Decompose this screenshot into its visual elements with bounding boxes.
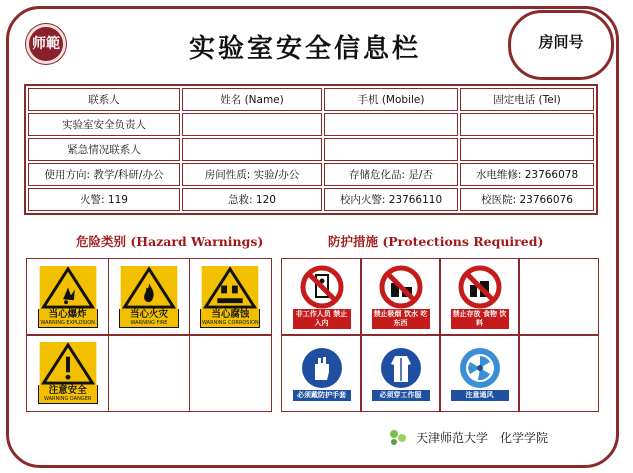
protection-cell [360, 334, 441, 412]
protection-section-title: 防护措施 (Protections Required) [328, 234, 544, 249]
table-cell: 校医院: 23766076 [460, 188, 594, 211]
table-cell: 水电维修: 23766078 [460, 163, 594, 186]
table-cell: 实验室安全负责人 [28, 113, 180, 136]
logo-text: 师範 [32, 36, 60, 52]
table-row [28, 188, 594, 211]
info-table [24, 84, 598, 215]
hazard-grid [26, 258, 272, 412]
table-cell: 火警: 119 [28, 188, 180, 211]
general-danger-icon [39, 342, 97, 385]
hazard-sign [201, 266, 259, 328]
hazard-sign [39, 266, 97, 328]
table-row [28, 163, 594, 186]
room-number-badge [508, 10, 614, 80]
explosion-warning-icon [39, 266, 97, 309]
room-label: 房间号 [538, 33, 584, 51]
protection-cell [360, 258, 441, 336]
hazard-section-title: 危险类别 (Hazard Warnings) [76, 234, 264, 249]
hazard-cell [26, 258, 109, 336]
empty-cell [518, 334, 599, 412]
protection-sign [450, 346, 510, 401]
protection-caption: 禁止存放 食物 饮料 [451, 309, 509, 329]
hazard-label-en: WARNING DANGER [43, 396, 92, 402]
table-cell: 存储危化品: 是/否 [324, 163, 458, 186]
hazard-label-en: WARNING EXPLOSION [40, 320, 95, 326]
protection-sign [450, 265, 510, 329]
hazard-label: 当心火灾 [129, 309, 168, 320]
table-row [28, 88, 594, 111]
fire-warning-icon [120, 266, 178, 309]
page-title: 实验室安全信息栏 [188, 34, 421, 64]
protection-caption: 非工作人员 禁止入内 [293, 309, 351, 329]
protection-sign [371, 265, 431, 329]
protection-caption: 必须穿工作服 [372, 390, 430, 401]
hazard-label-en: WARNING FIRE [130, 320, 168, 326]
hazard-caption [200, 309, 260, 328]
university-name: 天津师范大学 [416, 430, 489, 445]
table-row [28, 138, 594, 161]
table-cell: 手机 (Mobile) [324, 88, 458, 111]
table-cell [182, 113, 322, 136]
protection-sign [371, 346, 431, 401]
hazard-sign [120, 266, 178, 328]
protection-caption: 注意通风 [451, 390, 509, 401]
lab-coat-icon [377, 346, 425, 390]
hazard-label: 注意安全 [48, 385, 87, 396]
hazard-label: 当心腐蚀 [211, 309, 250, 320]
hazard-sign [39, 342, 97, 404]
table-cell: 固定电话 (Tel) [460, 88, 594, 111]
hazard-label-en: WARNING CORROSION [202, 320, 259, 326]
empty-cell [518, 258, 599, 336]
no-food-drink-icon [377, 265, 425, 309]
table-row [28, 113, 594, 136]
corrosion-warning-icon [201, 266, 259, 309]
table-cell: 房间性质: 实验/办公 [182, 163, 322, 186]
protection-caption: 必须戴防护手套 [293, 390, 351, 401]
protection-cell [281, 258, 362, 336]
table-cell: 姓名 (Name) [182, 88, 322, 111]
no-entry-icon [298, 265, 346, 309]
table-cell: 联系人 [28, 88, 180, 111]
table-cell: 急救: 120 [182, 188, 322, 211]
table-cell: 紧急情况联系人 [28, 138, 180, 161]
no-food-storage-icon [456, 265, 504, 309]
hazard-cell [189, 258, 272, 336]
table-cell: 校内火警: 23766110 [324, 188, 458, 211]
table-cell: 使用方向: 教学/科研/办公 [28, 163, 180, 186]
hazard-caption [38, 309, 98, 328]
college-name: 化学学院 [500, 430, 549, 445]
hazard-caption [119, 309, 179, 328]
protection-cell [281, 334, 362, 412]
protection-cell [439, 258, 520, 336]
table-cell [182, 138, 322, 161]
table-cell [324, 138, 458, 161]
empty-cell [108, 334, 191, 412]
protection-grid [281, 258, 599, 412]
table-cell [460, 138, 594, 161]
protection-caption: 禁止吸烟 饮水 吃东西 [372, 309, 430, 329]
university-logo [26, 24, 66, 64]
protection-sign [292, 265, 352, 329]
hazard-cell [108, 258, 191, 336]
gloves-icon [298, 346, 346, 390]
empty-cell [189, 334, 272, 412]
hazard-cell [26, 334, 109, 412]
table-cell [460, 113, 594, 136]
hazard-caption [38, 385, 98, 404]
hazard-label: 当心爆炸 [48, 309, 87, 320]
ventilation-icon [456, 346, 504, 390]
protection-cell [439, 334, 520, 412]
table-cell [324, 113, 458, 136]
footer [386, 426, 548, 448]
college-logo-icon [386, 426, 410, 448]
protection-sign [292, 346, 352, 401]
